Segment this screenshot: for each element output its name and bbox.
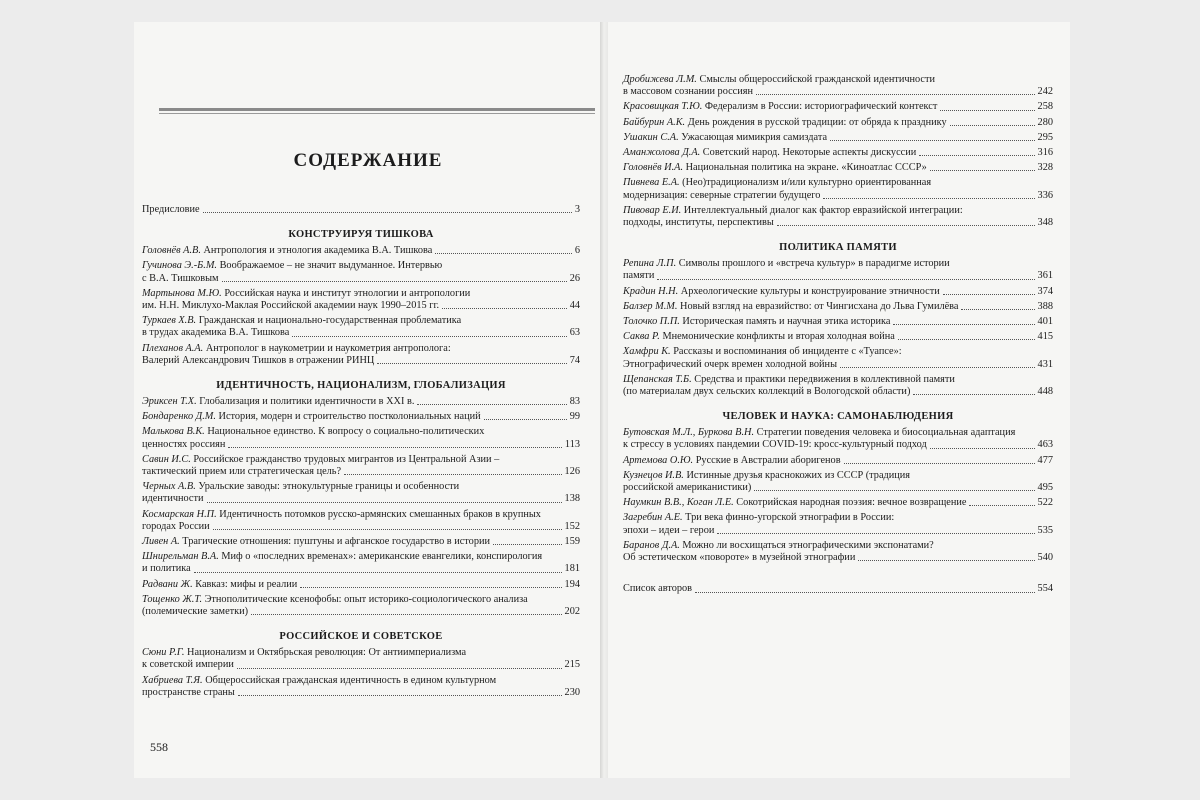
toc-entry[interactable] bbox=[142, 536, 580, 548]
leader-dots bbox=[194, 572, 562, 573]
leader-dots bbox=[213, 529, 562, 530]
entry-page-number: 6 bbox=[574, 245, 580, 257]
entry-page-number: 152 bbox=[564, 520, 580, 532]
entry-author: Эриксен Т.Х. bbox=[142, 396, 197, 408]
entry-title-line: Антропология и этнология академика В.А. Тишкова bbox=[203, 245, 433, 257]
entry-title-line: Российское гражданство трудовых мигрантов из Центральной Азии – bbox=[193, 453, 500, 465]
entry-title-line: Можно ли восхищаться этнографическими экспонатами? bbox=[682, 539, 934, 551]
leader-dots bbox=[435, 253, 572, 254]
leader-dots bbox=[823, 198, 1034, 199]
entry-title-line: Трагические отношения: пуштуны и афганское государство в истории bbox=[182, 536, 490, 548]
entry-author: Гучинова Э.-Б.М. bbox=[142, 260, 217, 272]
entry-page-number: 215 bbox=[564, 659, 580, 671]
entry-title-line: Глобализация и политики идентичности в XXI в. bbox=[199, 396, 415, 408]
leader-dots bbox=[484, 419, 567, 420]
entry-author: Малькова В.К. bbox=[142, 426, 205, 438]
entry-title-line: городах России bbox=[142, 520, 210, 532]
entry-author: Пивнева Е.А. bbox=[623, 177, 680, 189]
entry-title-line: пространстве страны bbox=[142, 686, 235, 698]
entry-title-line: Об эстетическом «повороте» в музейной этнографии bbox=[623, 552, 856, 564]
entry-title-line: Археологические культуры и конструирование этничности bbox=[680, 285, 940, 297]
entry-page-number: 126 bbox=[564, 466, 580, 478]
entry-author: Саква Р. bbox=[623, 331, 660, 343]
entry-author: Баранов Д.А. bbox=[623, 539, 680, 551]
entry-author: Пивовар Е.И. bbox=[623, 204, 682, 216]
toc-entry[interactable] bbox=[142, 426, 580, 450]
entry-title-line: Валерий Александрович Тишков в отражении РИНЦ bbox=[142, 354, 375, 366]
toc-entry[interactable] bbox=[623, 162, 1053, 174]
entry-author: Мартынова М.Ю. bbox=[142, 287, 222, 299]
toc-entry[interactable] bbox=[142, 594, 580, 618]
entry-page-number: 374 bbox=[1037, 285, 1053, 297]
entry-title-line: Федерализм в России: историографический контекст bbox=[704, 101, 938, 113]
entry-author: Туркаев Х.В. bbox=[142, 315, 197, 327]
leader-dots bbox=[930, 448, 1035, 449]
leader-dots bbox=[442, 308, 567, 309]
leader-dots bbox=[961, 309, 1034, 310]
entry-author: Кузнецов И.В. bbox=[623, 469, 684, 481]
entry-title-line: в массовом сознании россиян bbox=[623, 86, 753, 98]
leader-dots bbox=[898, 339, 1035, 340]
toc-entry[interactable] bbox=[142, 245, 580, 257]
leader-dots bbox=[830, 140, 1035, 141]
toc-entry[interactable] bbox=[623, 205, 1053, 229]
entry-page-number: 113 bbox=[564, 438, 580, 450]
entry-page-number: 431 bbox=[1037, 358, 1053, 370]
entry-author: Наумкин В.В., Коган Л.Е. bbox=[623, 497, 734, 509]
entry-page-number: 26 bbox=[569, 272, 580, 284]
entry-title-line: Миф о «последних временах»: американские евангелики, конспирология bbox=[221, 551, 543, 563]
entry-page-number: 138 bbox=[564, 493, 580, 505]
entry-title-line: Интеллектуальный диалог как фактор евразийской интеграции: bbox=[683, 204, 963, 216]
entry-title-line: тактический прием или стратегическая цель? bbox=[142, 466, 342, 478]
entry-page-number: 159 bbox=[564, 536, 580, 548]
entry-page-number: 44 bbox=[569, 300, 580, 312]
section-heading: КОНСТРУИРУЯ ТИШКОВА bbox=[288, 229, 434, 241]
entry-page-number: 202 bbox=[564, 606, 580, 618]
toc-entry[interactable] bbox=[623, 427, 1053, 451]
entry-title-line: Средства и практики передвижения в коллективной памяти bbox=[694, 373, 955, 385]
section-heading: ИДЕНТИЧНОСТЬ, НАЦИОНАЛИЗМ, ГЛОБАЛИЗАЦИЯ bbox=[216, 380, 506, 392]
leader-dots bbox=[300, 587, 561, 588]
leader-dots bbox=[292, 336, 566, 337]
toc-entry[interactable] bbox=[623, 374, 1053, 398]
entry-title-line: Список авторов bbox=[623, 583, 693, 595]
entry-page-number: 99 bbox=[569, 411, 580, 423]
toc-entry[interactable] bbox=[623, 316, 1053, 328]
entry-title-line: Национализм и Октябрьская революция: От антиимпериализма bbox=[187, 647, 467, 659]
toc-entry[interactable] bbox=[142, 481, 580, 505]
leader-dots bbox=[777, 225, 1035, 226]
entry-page-number: 74 bbox=[569, 354, 580, 366]
toc-entry[interactable] bbox=[142, 396, 580, 408]
entry-title-line: Смыслы общероссийской гражданской идентичности bbox=[699, 74, 936, 85]
leader-dots bbox=[344, 474, 561, 475]
toc-entry[interactable] bbox=[623, 540, 1053, 564]
leader-dots bbox=[943, 294, 1035, 295]
entry-title-line: Предисловие bbox=[142, 204, 200, 215]
toc-entry[interactable] bbox=[142, 454, 580, 478]
toc-entry[interactable] bbox=[142, 509, 580, 533]
entry-author: Радвани Ж. bbox=[142, 578, 193, 590]
section-heading: ЧЕЛОВЕК И НАУКА: САМОНАБЛЮДЕНИЯ bbox=[722, 411, 954, 423]
entry-title-line: Уральские заводы: этнокультурные границы и особенности bbox=[198, 481, 460, 493]
entry-title-line: Русские в Австралии аборигенов bbox=[695, 454, 841, 466]
entry-title-line: Гражданская и национально-государственная проблематика bbox=[198, 315, 462, 327]
entry-page-number: 477 bbox=[1037, 454, 1053, 466]
entry-author: Хамфри К. bbox=[623, 346, 671, 358]
toc-entry[interactable] bbox=[623, 455, 1053, 467]
entry-author: Загребин А.Е. bbox=[623, 512, 683, 524]
leader-dots bbox=[940, 110, 1034, 111]
left-page bbox=[134, 22, 602, 778]
toc-entry[interactable] bbox=[142, 260, 580, 284]
entry-title-line: Рассказы и воспоминания об инциденте с «Туапсе»: bbox=[673, 346, 902, 358]
entry-page-number: 3 bbox=[574, 204, 580, 215]
toc-entry[interactable] bbox=[142, 343, 580, 367]
leader-dots bbox=[251, 614, 561, 615]
entry-title-line: памяти bbox=[623, 270, 655, 282]
entry-author: Толочко П.П. bbox=[623, 316, 680, 328]
entry-page-number: 554 bbox=[1037, 583, 1053, 595]
leader-dots bbox=[417, 404, 566, 405]
entry-page-number: 401 bbox=[1037, 316, 1053, 328]
entry-title-line: Стратегии поведения человека и биосоциальная адаптация bbox=[756, 427, 1016, 439]
toc-entry[interactable] bbox=[623, 286, 1053, 298]
entry-author: Дробижева Л.М. bbox=[623, 74, 697, 85]
toc-entry[interactable] bbox=[623, 497, 1053, 509]
page-number: 558 bbox=[150, 740, 168, 754]
entry-title-line: с В.А. Тишковым bbox=[142, 272, 219, 284]
toc-entry[interactable] bbox=[623, 301, 1053, 313]
entry-author: Аманжолова Д.А. bbox=[623, 147, 701, 159]
entry-title-line: Воображаемое – не значит выдуманное. Интервью bbox=[219, 260, 443, 272]
entry-author: Бондаренко Д.М. bbox=[142, 411, 216, 423]
entry-title-line: Истинные друзья краснокожих из СССР (традиция bbox=[686, 469, 911, 481]
entry-title-line: Антрополог в наукометрии и наукометрия антрополога: bbox=[205, 342, 451, 354]
entry-author: Савин И.С. bbox=[142, 453, 191, 465]
leader-dots bbox=[913, 394, 1034, 395]
entry-title-line: модернизация: северные стратегии будущего bbox=[623, 189, 821, 201]
entry-page-number: 348 bbox=[1037, 217, 1053, 229]
leader-dots bbox=[377, 363, 566, 364]
entry-page-number: 448 bbox=[1037, 386, 1053, 398]
entry-title-line: День рождения в русской традиции: от обряда к празднику bbox=[687, 116, 947, 128]
entry-title-line: Три века финно-угорской этнографии в России: bbox=[685, 512, 895, 524]
leader-dots bbox=[919, 155, 1034, 156]
entry-title-line: Национальное единство. К вопросу о социально-политических bbox=[207, 426, 485, 438]
entry-title-line: подходы, институты, перспективы bbox=[623, 217, 774, 229]
entry-title-line: Российская наука и институт этнологии и антропологии bbox=[224, 287, 471, 299]
leader-dots bbox=[756, 94, 1035, 95]
entry-title-line: (по материалам двух сельских коллекций в Вологодской области) bbox=[623, 386, 911, 398]
entry-title-line: Кавказ: мифы и реалии bbox=[195, 578, 298, 590]
entry-title-line: российской американистики) bbox=[623, 482, 752, 494]
entry-author: Крадин Н.Н. bbox=[623, 285, 679, 297]
leader-dots bbox=[717, 533, 1034, 534]
leader-dots bbox=[844, 463, 1035, 464]
entry-page-number: 336 bbox=[1037, 189, 1053, 201]
toc-title: СОДЕРЖАНИЕ bbox=[293, 150, 443, 171]
entry-title-line: Мнемонические конфликты и вторая холодная война bbox=[662, 331, 895, 343]
leader-dots bbox=[657, 279, 1034, 280]
leader-dots bbox=[950, 125, 1035, 126]
toc-entry[interactable] bbox=[623, 470, 1053, 494]
entry-page-number: 242 bbox=[1037, 86, 1053, 98]
leader-dots bbox=[969, 505, 1034, 506]
entry-title-line: в трудах академика В.А. Тишкова bbox=[142, 327, 290, 339]
section-heading: ПОЛИТИКА ПАМЯТИ bbox=[779, 242, 897, 254]
leader-dots bbox=[493, 544, 562, 545]
toc-entry[interactable] bbox=[142, 551, 580, 575]
entry-title-line: им. Н.Н. Миклухо-Маклая Российской академии наук 1990–2015 гг. bbox=[142, 300, 440, 312]
header-rule-thin bbox=[159, 113, 595, 114]
header-rule bbox=[159, 108, 595, 111]
entry-title-line: к советской империи bbox=[142, 659, 234, 671]
toc-entry[interactable] bbox=[142, 288, 580, 312]
entry-title-line: История, модерн и строительство постколониальных наций bbox=[218, 411, 481, 423]
leader-dots bbox=[840, 367, 1035, 368]
entry-page-number: 83 bbox=[569, 396, 580, 408]
toc-entry[interactable] bbox=[623, 258, 1053, 282]
entry-author: Сюни Р.Г. bbox=[142, 647, 185, 659]
entry-title-line: эпохи – идеи – герои bbox=[623, 524, 715, 536]
entry-page-number: 181 bbox=[564, 563, 580, 575]
leader-dots bbox=[930, 170, 1035, 171]
entry-author: Репина Л.П. bbox=[623, 258, 677, 270]
toc-entry[interactable] bbox=[623, 177, 1053, 201]
entry-title-line: Идентичность потомков русско-армянских смешанных браков в крупных bbox=[219, 508, 541, 520]
entry-author: Плеханов А.А. bbox=[142, 342, 204, 354]
entry-title-line: Этнографический очерк времен холодной войны bbox=[623, 358, 837, 370]
toc-entry[interactable] bbox=[142, 411, 580, 423]
toc-entry[interactable] bbox=[623, 117, 1053, 129]
entry-page-number: 388 bbox=[1037, 300, 1053, 312]
entry-page-number: 415 bbox=[1037, 331, 1053, 343]
entry-page-number: 258 bbox=[1037, 101, 1053, 113]
entry-page-number: 280 bbox=[1037, 116, 1053, 128]
entry-title-line: Советский народ. Некоторые аспекты дискуссии bbox=[702, 147, 917, 159]
entry-page-number: 194 bbox=[564, 578, 580, 590]
entry-author: Космарская Н.П. bbox=[142, 508, 217, 520]
leader-dots bbox=[237, 668, 562, 669]
entry-title-line: (полемические заметки) bbox=[142, 606, 249, 618]
entry-author: Хабриева Т.Я. bbox=[142, 674, 203, 686]
entry-author: Головнёв И.А. bbox=[623, 162, 684, 174]
left-toc bbox=[142, 204, 580, 702]
entry-author: Тощенко Ж.Т. bbox=[142, 593, 203, 605]
toc-entry[interactable] bbox=[623, 101, 1053, 113]
entry-title-line: Новый взгляд на евразийство: от Чингисхана до Льва Гумилёва bbox=[680, 300, 959, 312]
leader-dots bbox=[754, 490, 1034, 491]
entry-page-number: 463 bbox=[1037, 439, 1053, 451]
entry-author: Красовицкая Т.Ю. bbox=[623, 101, 703, 113]
entry-title-line: (Нео)традиционализм и/или культурно ориентированная bbox=[682, 177, 932, 189]
entry-author: Щепанская Т.Б. bbox=[623, 373, 692, 385]
toc-entry[interactable] bbox=[623, 74, 1053, 98]
entry-title-line: Символы прошлого и «встреча культур» в парадигме истории bbox=[678, 258, 950, 270]
entry-author: Ливен А. bbox=[142, 536, 180, 548]
entry-page-number: 63 bbox=[569, 327, 580, 339]
leader-dots bbox=[238, 695, 562, 696]
toc-entry[interactable] bbox=[142, 315, 580, 339]
entry-author: Артемова О.Ю. bbox=[623, 454, 694, 466]
toc-entry[interactable] bbox=[142, 647, 580, 671]
entry-page-number: 522 bbox=[1037, 497, 1053, 509]
leader-dots bbox=[228, 447, 562, 448]
entry-author: Черных А.В. bbox=[142, 481, 196, 493]
entry-title-line: к стрессу в условиях пандемии COVID-19: кросс-культурный подход bbox=[623, 439, 927, 451]
toc-entry[interactable] bbox=[623, 147, 1053, 159]
entry-author: Балзер М.М. bbox=[623, 300, 678, 312]
entry-title-line: и политика bbox=[142, 563, 191, 575]
entry-page-number: 535 bbox=[1037, 524, 1053, 536]
toc-entry[interactable] bbox=[623, 583, 1053, 595]
entry-title-line: Национальная политика на экране. «Киноатлас СССР» bbox=[685, 162, 927, 174]
entry-title-line: Историческая память и научная этика историка bbox=[682, 316, 891, 328]
toc-entry[interactable] bbox=[623, 346, 1053, 370]
toc-entry[interactable] bbox=[142, 675, 580, 699]
right-page bbox=[608, 22, 1070, 778]
entry-title-line: Общероссийская гражданская идентичность в едином культурном bbox=[205, 674, 497, 686]
leader-dots bbox=[207, 502, 562, 503]
leader-dots bbox=[893, 324, 1034, 325]
toc-entry[interactable] bbox=[623, 512, 1053, 536]
entry-author: Шнирельман В.А. bbox=[142, 551, 219, 563]
section-heading: РОССИЙСКОЕ И СОВЕТСКОЕ bbox=[279, 631, 443, 643]
entry-title-line: Сокотрийская народная поэзия: вечное возвращение bbox=[736, 497, 967, 509]
entry-title-line: ценностях россиян bbox=[142, 438, 226, 450]
entry-page-number: 495 bbox=[1037, 482, 1053, 494]
toc-entry[interactable] bbox=[142, 204, 580, 216]
entry-title-line: Ужасающая мимикрия самиздата bbox=[681, 131, 828, 143]
entry-page-number: 540 bbox=[1037, 552, 1053, 564]
entry-page-number: 316 bbox=[1037, 147, 1053, 159]
entry-author: Байбурин А.К. bbox=[623, 116, 686, 128]
entry-page-number: 230 bbox=[564, 686, 580, 698]
entry-author: Бутовская М.Л., Буркова В.Н. bbox=[623, 427, 755, 439]
entry-title-line: Этнополитические ксенофобы: опыт историко-социологического анализа bbox=[204, 593, 528, 605]
spacer bbox=[623, 567, 1053, 583]
toc-entry[interactable] bbox=[623, 331, 1053, 343]
entry-title-line: идентичности bbox=[142, 493, 204, 505]
entry-author: Головнёв А.В. bbox=[142, 245, 201, 257]
entry-page-number: 328 bbox=[1037, 162, 1053, 174]
entry-author: Ушакин С.А. bbox=[623, 131, 679, 143]
leader-dots bbox=[695, 592, 1035, 593]
leader-dots bbox=[203, 212, 572, 213]
toc-entry[interactable] bbox=[623, 132, 1053, 144]
toc-entry[interactable] bbox=[142, 579, 580, 591]
entry-page-number: 295 bbox=[1037, 131, 1053, 143]
entry-page-number: 361 bbox=[1037, 270, 1053, 282]
leader-dots bbox=[222, 281, 567, 282]
right-toc bbox=[623, 74, 1053, 599]
leader-dots bbox=[858, 560, 1034, 561]
